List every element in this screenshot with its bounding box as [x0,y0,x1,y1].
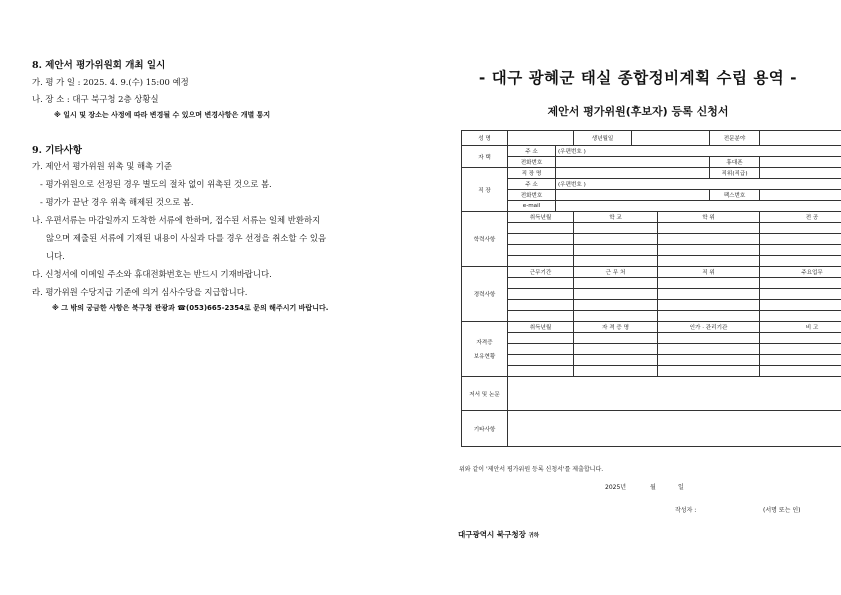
section-9-title: 9. 기타사항 [32,145,82,156]
career-cell[interactable] [574,300,658,311]
closing-month: 월 [650,484,656,491]
career-cell[interactable] [658,300,760,311]
cert-cell[interactable] [658,366,760,377]
registration-form-table [461,130,841,447]
cert-cell[interactable] [508,333,574,344]
fax-label: 팩스번호 [710,190,760,201]
cert-label: 자격증 보유현황 [462,322,508,377]
career-header: 주요업무 [760,267,841,278]
other-field[interactable] [508,411,841,447]
career-cell[interactable] [658,278,760,289]
career-cell[interactable] [658,311,760,322]
cert-header: 자 격 증 명 [574,322,658,333]
cert-cell[interactable] [508,366,574,377]
career-cell[interactable] [508,289,574,300]
work-address-field[interactable]: (우편번호 ) [556,179,841,190]
cert-header: 인가 · 관리기관 [658,322,760,333]
home-label: 자 택 [462,146,508,168]
cert-header: 비 고 [760,322,841,333]
mobile-field[interactable] [760,157,841,168]
birth-field[interactable] [632,131,710,146]
career-header: 근 무 처 [574,267,658,278]
cert-cell[interactable] [658,355,760,366]
work-phone-field[interactable] [556,190,710,201]
form-sub-title: 제안서 평가위원(후보자) 등록 신청서 [547,105,729,118]
mobile-label: 휴대폰 [710,157,760,168]
career-cell[interactable] [760,311,841,322]
other-label: 기타사항 [462,411,508,447]
home-phone-field[interactable] [556,157,710,168]
edu-cell[interactable] [574,234,658,245]
cert-cell[interactable] [574,333,658,344]
papers-field[interactable] [508,377,841,411]
edu-cell[interactable] [760,256,841,267]
career-label: 경력사항 [462,267,508,322]
cert-cell[interactable] [760,333,841,344]
career-cell[interactable] [760,300,841,311]
section-9-line: - 평가위원으로 선정된 경우 별도의 절차 없이 위촉된 것으로 봄. [40,179,272,189]
edu-cell[interactable] [658,256,760,267]
sign-hint: (서명 또는 인) [763,507,801,514]
edu-cell[interactable] [658,245,760,256]
name-field[interactable] [508,131,574,146]
edu-header: 학 교 [574,212,658,223]
section-8-title: 8. 제안서 평가위원회 개최 일시 [32,60,166,71]
birth-label: 생년월일 [574,131,632,146]
position-field[interactable] [760,168,841,179]
section-9-note: ※ 그 밖의 궁금한 사항은 북구청 관광과 ☎(053)665-2354로 문의 해주시기 바랍니다. [52,304,329,312]
cert-header: 취득년월 [508,322,574,333]
notice-column [32,57,412,313]
field-label: 전문분야 [710,131,760,146]
edu-cell[interactable] [574,223,658,234]
career-cell[interactable] [574,289,658,300]
position-label: 직위(직급) [710,168,760,179]
workplace-label: 직 장 명 [508,168,556,179]
workplace-field[interactable] [556,168,710,179]
email-label: e-mail [508,201,556,212]
career-cell[interactable] [760,278,841,289]
evaluation-date: 가. 평 가 일 : 2025. 4. 9.(수) 15:00 예정 [32,77,189,87]
cert-cell[interactable] [658,333,760,344]
form-main-title: - 대구 광혜군 태실 종합정비계획 수립 용역 - [478,69,798,87]
cert-cell[interactable] [760,355,841,366]
section-9-line: - 평가가 끝난 경우 위촉 해제된 것으로 봄. [40,197,194,207]
home-address-field[interactable]: (우편번호 ) [556,146,841,157]
cert-cell[interactable] [508,355,574,366]
cert-cell[interactable] [658,344,760,355]
career-cell[interactable] [508,278,574,289]
edu-header: 학 위 [658,212,760,223]
recipient: 대구광역시 북구청장 귀하 [458,530,540,539]
edu-cell[interactable] [508,245,574,256]
work-address-label: 주 소 [508,179,556,190]
section-8-note: ※ 일시 및 장소는 사정에 따라 변경될 수 있으며 변경사항은 개별 통지 [54,111,271,119]
edu-cell[interactable] [658,223,760,234]
edu-cell[interactable] [508,223,574,234]
career-header: 근무기간 [508,267,574,278]
cert-cell[interactable] [508,344,574,355]
edu-header: 전 공 [760,212,841,223]
edu-cell[interactable] [760,245,841,256]
edu-cell[interactable] [508,234,574,245]
author-label: 작성자 : [675,507,697,514]
career-cell[interactable] [574,311,658,322]
section-9-line: 니다. [46,251,65,261]
evaluation-place: 나. 장 소 : 대구 북구청 2층 상황실 [32,94,159,104]
edu-cell[interactable] [760,234,841,245]
edu-cell[interactable] [574,256,658,267]
section-9-line: 나. 우편서류는 마감일까지 도착한 서류에 한하며, 접수된 서류는 일체 반환하지 [32,215,321,225]
papers-label: 저서 및 논문 [462,377,508,411]
section-9-line: 다. 신청서에 이메일 주소와 휴대전화번호는 반드시 기재바랍니다. [32,269,272,279]
career-cell[interactable] [508,300,574,311]
section-9-line: 않으며 제출된 서류에 기재된 내용이 사실과 다를 경우 선정을 취소할 수 있음 [46,233,327,243]
career-header: 직 위 [658,267,760,278]
cert-cell[interactable] [760,366,841,377]
career-cell[interactable] [574,278,658,289]
edu-cell[interactable] [760,223,841,234]
edu-cell[interactable] [574,245,658,256]
edu-cell[interactable] [508,256,574,267]
work-label: 직 장 [462,168,508,212]
cert-cell[interactable] [574,366,658,377]
cert-cell[interactable] [574,355,658,366]
cert-cell[interactable] [760,344,841,355]
closing-statement: 위와 같이 '제안서 평가위원 등록 신청서'를 제출합니다. [459,466,604,473]
work-phone-label: 전화번호 [508,190,556,201]
field-field[interactable] [760,131,841,146]
name-label: 성 명 [462,131,508,146]
fax-field[interactable] [760,190,841,201]
career-cell[interactable] [658,289,760,300]
edu-cell[interactable] [658,234,760,245]
home-phone-label: 전화번호 [508,157,556,168]
career-cell[interactable] [508,311,574,322]
email-field[interactable] [556,201,841,212]
closing-year: 2025년 [605,484,627,491]
section-9-line: 라. 평가위원 수당지급 기준에 의거 심사수당을 지급합니다. [32,287,248,297]
closing-day: 일 [678,484,684,491]
cert-cell[interactable] [574,344,658,355]
home-address-label: 주 소 [508,146,556,157]
education-label: 학력사항 [462,212,508,267]
career-cell[interactable] [760,289,841,300]
edu-header: 취득년월 [508,212,574,223]
section-9-line: 가. 제안서 평가위원 위촉 및 해촉 기준 [32,161,172,171]
